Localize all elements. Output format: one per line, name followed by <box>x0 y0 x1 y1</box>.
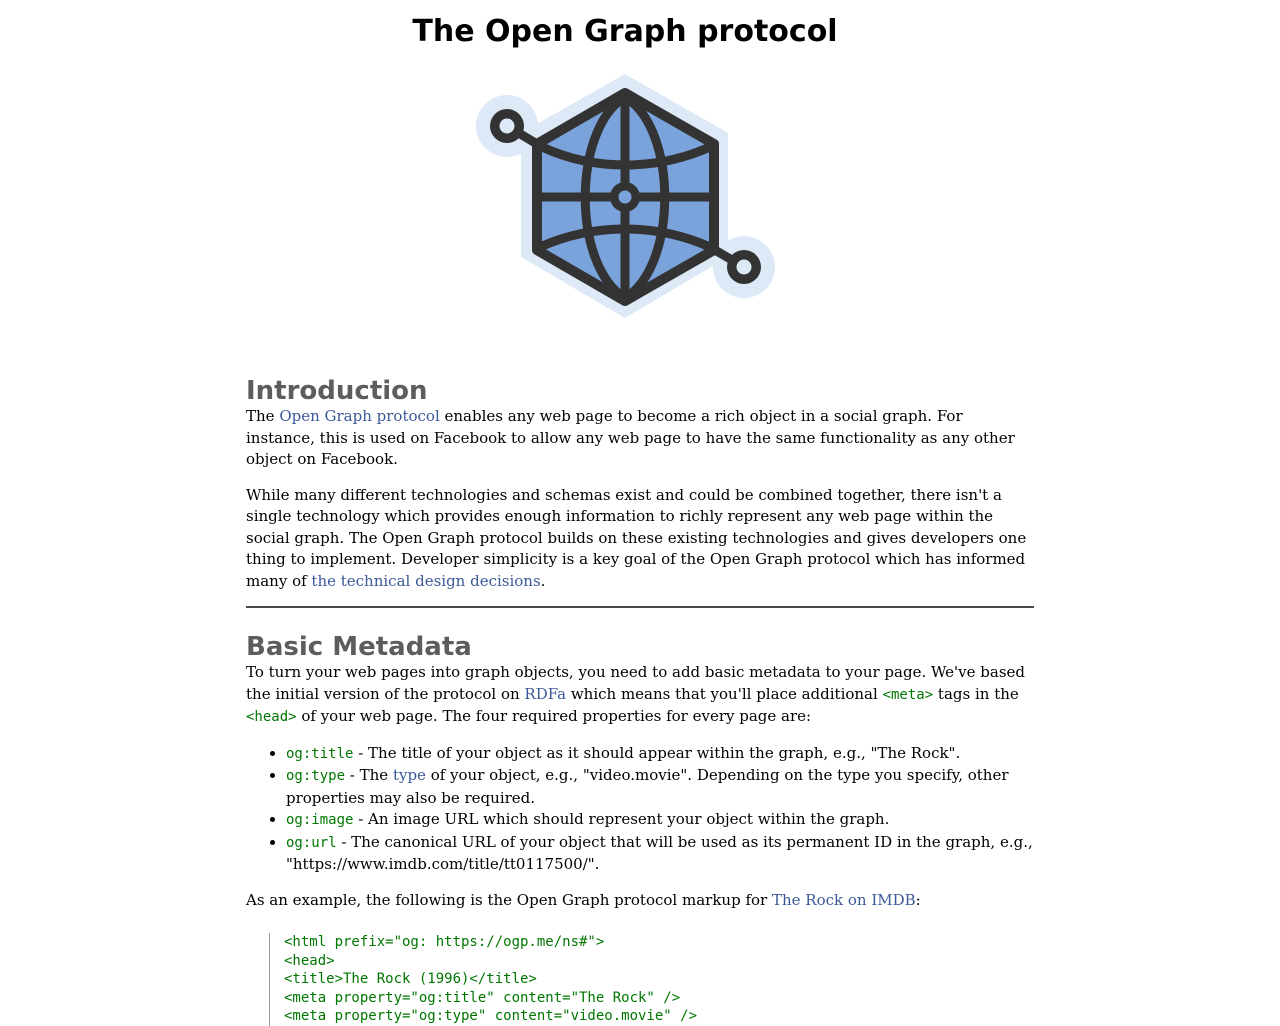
meta-tag-code: <meta> <box>882 686 934 703</box>
code-line: <html prefix="og: https://ogp.me/ns#"> <box>284 934 605 950</box>
basic-paragraph: To turn your web pages into graph objects, you need to add basic metadata to your page. We've based the initial version of the protocol on RDFa which means that you'll place additional <meta> tags in the <head> of your web page. The four required properties for every page are: <box>246 663 1026 725</box>
type-link[interactable]: type <box>392 766 426 784</box>
the-rock-imdb-link[interactable]: The Rock on IMDB <box>771 890 916 909</box>
technical-design-decisions-link[interactable]: the technical design decisions <box>311 571 541 590</box>
og-url-code: og:url <box>286 834 337 851</box>
code-line: <head> <box>284 952 335 969</box>
required-properties-list <box>246 743 1034 876</box>
head-tag-code: <head> <box>246 709 297 725</box>
page-title: The Open Graph protocol <box>412 14 838 49</box>
og-image-code: og:image <box>286 812 354 828</box>
code-line: <meta property="og:title" content="The Rock" /> <box>284 989 681 1006</box>
open-graph-protocol-link[interactable]: Open Graph protocol <box>279 407 440 425</box>
og-title-code: og:title <box>286 745 354 762</box>
intro-paragraph-2: While many different technologies and schemas exist and could be combined together, there isn't a single technology which provides enough information to richly represent any web page within the social graph. The Open Graph protocol builds on these existing technologies and gives developers one thing to implement. Developer simplicity is a key goal of the Open Graph protocol which has informed many of the technical design decisions. <box>246 485 1027 590</box>
intro-paragraph-1: The Open Graph protocol enables any web page to become a rich object in a social graph. For instance, this is used on Facebook to allow any web page to have the same functionality as any other object on Facebook. <box>246 407 1015 468</box>
open-graph-logo <box>474 74 776 320</box>
code-line: <title>The Rock (1996)</title> <box>284 971 537 988</box>
list-item: • og:type - The type of your object, e.g., "video.movie". Depending on the type you specify, other properties may also be required. <box>286 765 1034 809</box>
main-content <box>246 376 1034 1026</box>
og-type-code: og:type <box>286 768 346 784</box>
example-paragraph: As an example, the following is the Open Graph protocol markup for The Rock on IMDB: <box>246 890 921 909</box>
section-divider <box>246 606 1034 608</box>
introduction-heading: Introduction <box>246 376 428 406</box>
list-item: • og:title - The title of your object as it should appear within the graph, e.g., "The Rock". <box>286 743 1034 766</box>
basic-metadata-heading: Basic Metadata <box>246 632 472 662</box>
rdfa-link[interactable]: RDFa <box>524 684 567 703</box>
example-code-block <box>269 933 1034 1026</box>
list-item: • og:url - The canonical URL of your object that will be used as its permanent ID in the graph, e.g., "https://www.imdb.com/title/tt0117500/". <box>286 832 1034 876</box>
code-line: <meta property="og:type" content="video.movie" /> <box>284 1008 698 1025</box>
list-item: • og:image - An image URL which should represent your object within the graph. <box>286 809 1034 832</box>
